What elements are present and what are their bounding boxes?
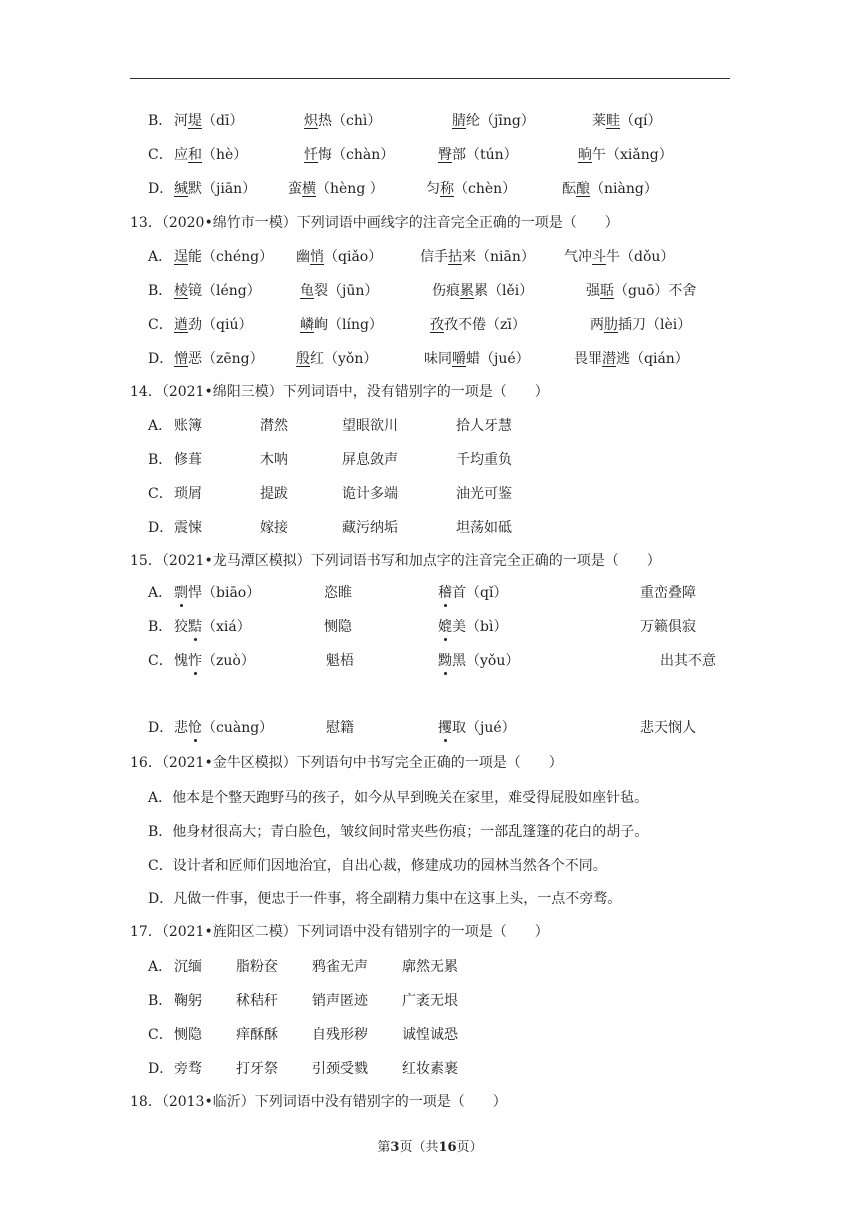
question-17-stem: 17．（2021•旌阳区二模）下列词语中没有错别字的一项是（ ）: [130, 924, 549, 940]
q16-option-c: C．设计者和匠师们因地治宜，自出心裁，修建成功的园林当然各个不同。: [148, 858, 607, 874]
word: 木呐: [260, 452, 288, 468]
word: 潸然: [260, 418, 288, 434]
word: 殷红（yǒn）: [296, 351, 378, 367]
word: 鸦雀无声: [312, 959, 368, 975]
header-rule: [130, 78, 730, 79]
page-footer: 第3页（共16页）: [377, 1140, 483, 1155]
question-14-stem: 14．（2021•绵阳三模）下列词语中，没有错别字的一项是（ ）: [130, 384, 549, 400]
word: 黝黑（yǒu）: [438, 649, 519, 673]
word: 逞能（chéng）: [174, 249, 274, 265]
word: 龟裂（jūn）: [300, 283, 379, 299]
word: 震悚: [174, 520, 202, 536]
word: 拾人牙慧: [456, 418, 512, 434]
word: 棱镜（léng）: [174, 283, 261, 299]
word: 重峦叠障: [640, 585, 696, 601]
word: 遒劲（qiú）: [174, 317, 253, 333]
word: 沉缅: [174, 959, 202, 975]
word: 缄默（jiān）: [174, 181, 257, 197]
word: 恻隐: [324, 619, 352, 635]
word: 引颈受戮: [312, 1061, 368, 1077]
question-16-stem: 16．（2021•金牛区模拟）下列语句中书写完全正确的一项是（ ）: [130, 755, 563, 771]
word: 千均重负: [456, 452, 512, 468]
word: 臀部（tún）: [438, 147, 518, 163]
word: 油光可鉴: [456, 486, 512, 502]
word: 酝酿（niàng）: [562, 181, 658, 197]
word: 媲美（bì）: [438, 615, 507, 639]
word: 河堤（dī）: [174, 113, 244, 129]
word: 红妆素裹: [402, 1061, 458, 1077]
word: 恣睢: [324, 585, 352, 601]
word: 两肋插刀（lèi）: [590, 317, 692, 333]
word: 攫取（jué）: [438, 716, 516, 740]
question-18-stem: 18．（2013•临沂）下列词语中没有错别字的一项是（ ）: [130, 1094, 507, 1110]
word: 万籁俱寂: [640, 619, 696, 635]
q16-option-d: D．凡做一件事，便忠于一件事，将全副精力集中在这事上头，一点不旁骛。: [148, 891, 622, 907]
word: 伤痕累累（lěi）: [432, 283, 534, 299]
word: 旁骛: [174, 1061, 202, 1077]
word: 信手拈来（niān）: [420, 249, 535, 265]
q16-option-a: A．他本是个整天跑野马的孩子，如今从早到晚关在家里，难受得屁股如座针毡。: [148, 790, 649, 806]
word: 望眼欲川: [342, 418, 398, 434]
word: 慰籍: [326, 720, 354, 736]
word: 屏息敛声: [342, 452, 398, 468]
word: 晌午（xiǎng）: [578, 147, 673, 163]
word: 嶙峋（líng）: [300, 317, 383, 333]
word: 炽热（chì）: [304, 113, 382, 129]
word: 藏污纳垢: [342, 520, 398, 536]
word: 强聒（guō）不舍: [586, 283, 697, 299]
word: 悲怆（cuàng）: [174, 716, 273, 740]
question-15-stem: 15．（2021•龙马潭区模拟）下列词语书写和加点字的注音完全正确的一项是（ ）: [130, 553, 661, 569]
word: 味同嚼蜡（jué）: [424, 351, 530, 367]
word: 诡计多端: [342, 486, 398, 502]
word: 嫁接: [260, 520, 288, 536]
word: 匀称（chèn）: [426, 181, 517, 197]
word: 修葺: [174, 452, 202, 468]
word: 恻隐: [174, 1027, 202, 1043]
word: 账簿: [174, 418, 202, 434]
word: 忏悔（chàn）: [304, 147, 395, 163]
word: 蛮横（hèng ）: [288, 181, 384, 197]
word: 气冲斗牛（dǒu）: [564, 249, 675, 265]
question-13-stem: 13．（2020•绵竹市一模）下列词语中画线字的注音完全正确的一项是（ ）: [130, 215, 619, 231]
word: 脂粉奁: [236, 959, 278, 975]
word: 诚惶诚恐: [402, 1027, 458, 1043]
word: 稽首（qǐ）: [438, 581, 507, 605]
word: 腈纶（jīng）: [452, 113, 535, 129]
word: 畏罪潜逃（qián）: [574, 351, 689, 367]
word: 应和（hè）: [174, 147, 248, 163]
word: 悲天悯人: [640, 720, 696, 736]
word: 莱畦（qí）: [592, 113, 662, 129]
word: 剽悍（biāo）: [174, 581, 260, 605]
word: 出其不意: [660, 653, 716, 669]
word: 琐屑: [174, 486, 202, 502]
word: 憎恶（zēng）: [174, 351, 264, 367]
word: 廓然无累: [402, 959, 458, 975]
word: 坦荡如砥: [456, 520, 512, 536]
word: 痒酥酥: [236, 1027, 278, 1043]
word: 鞠躬: [174, 993, 202, 1009]
word: 提跋: [260, 486, 288, 502]
word: 幽悄（qiǎo）: [296, 249, 383, 265]
word: 广袤无垠: [402, 993, 458, 1009]
word: 愧怍（zuò）: [174, 649, 255, 673]
word: 魁梧: [326, 653, 354, 669]
word: 打牙祭: [236, 1061, 278, 1077]
word: 自残形秽: [312, 1027, 368, 1043]
word: 秫秸秆: [236, 993, 278, 1009]
word: 销声匿迹: [312, 993, 368, 1009]
current-page: 3: [390, 1140, 400, 1155]
word: 孜孜不倦（zī）: [430, 317, 526, 333]
total-pages: 16: [438, 1140, 457, 1155]
word: 狡黠（xiá）: [174, 615, 251, 639]
q16-option-b: B．他身材很高大；青白脸色，皱纹间时常夹些伤痕；一部乱篷篷的花白的胡子。: [148, 824, 649, 840]
